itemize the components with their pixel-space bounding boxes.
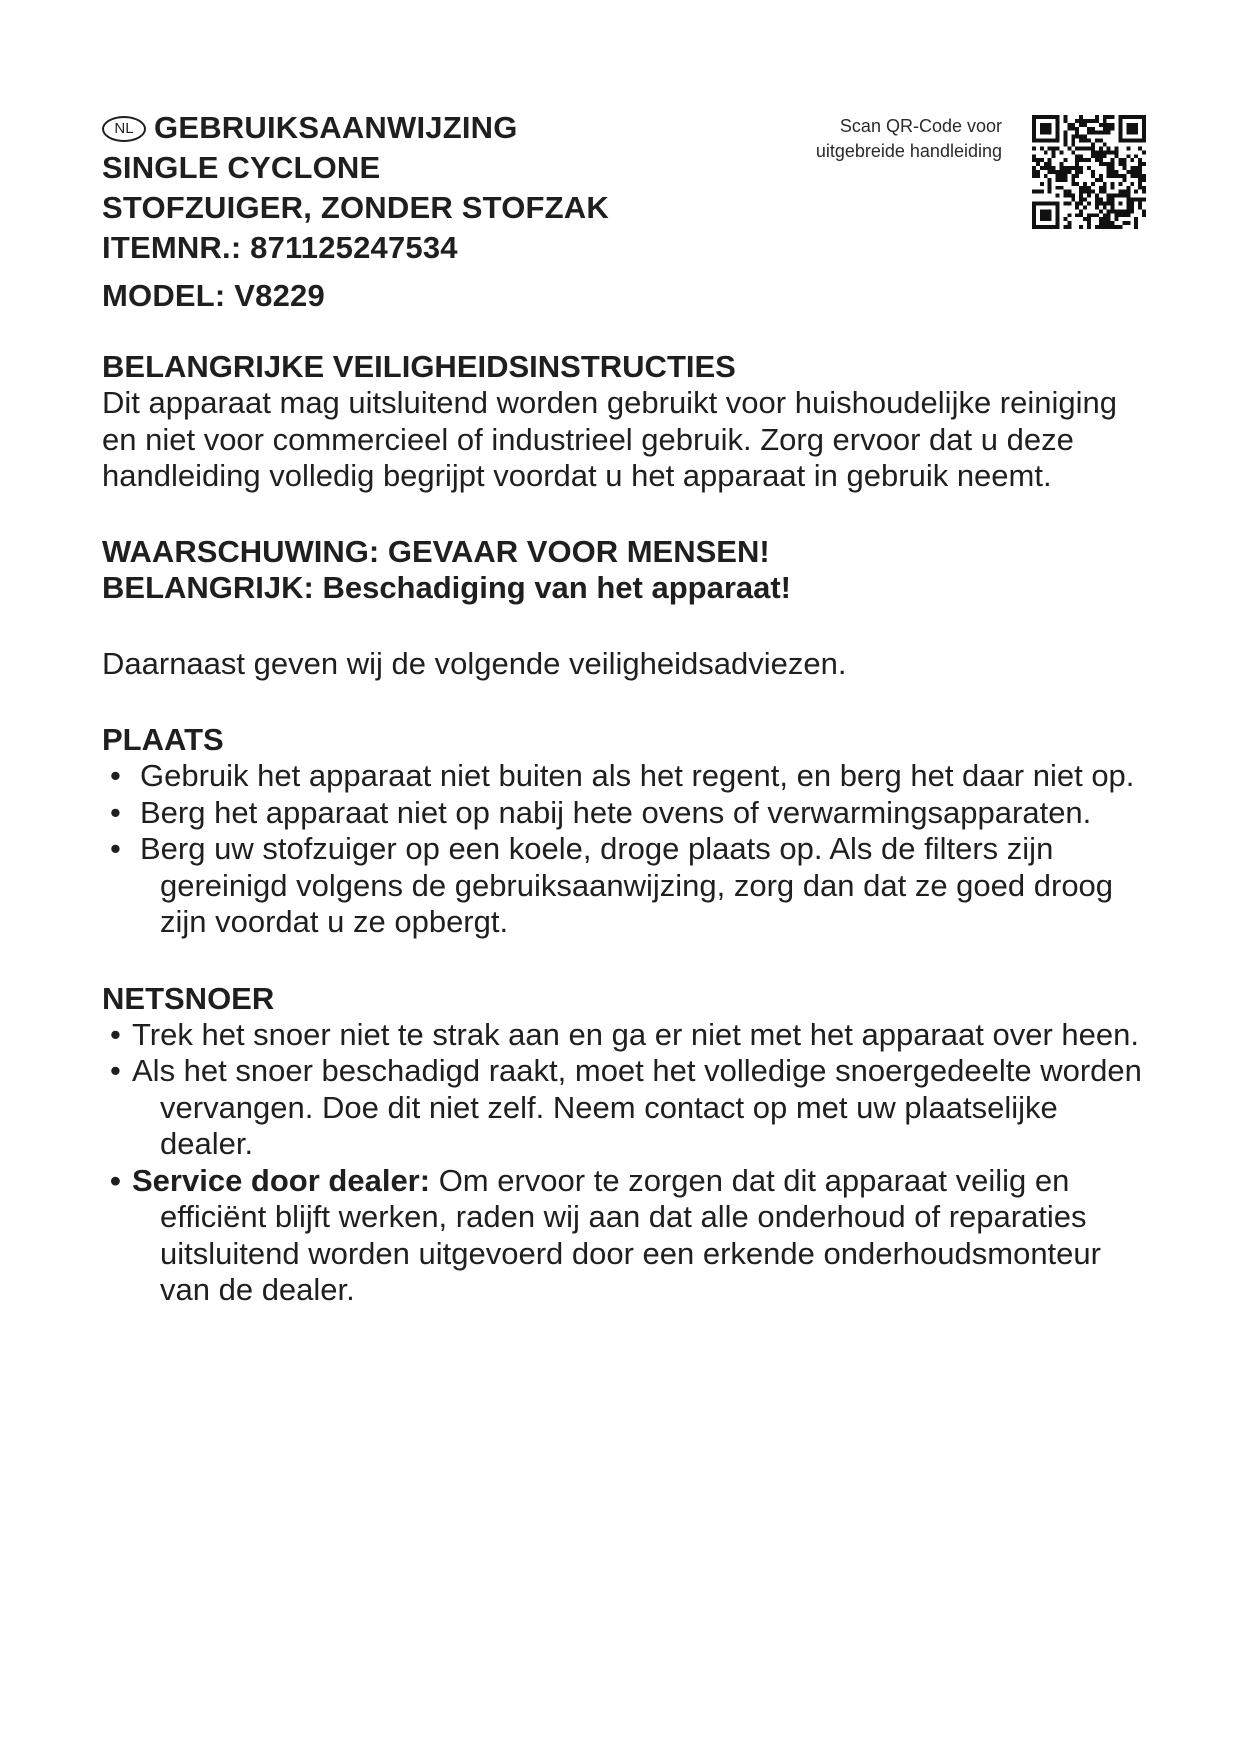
bullet-icon: •	[110, 1162, 121, 1198]
document-header	[102, 108, 742, 316]
bullet-icon: •	[110, 794, 121, 830]
netsnoer-list	[102, 1017, 1142, 1309]
qr-code-icon[interactable]	[1032, 115, 1146, 229]
warnings-section	[102, 534, 1142, 607]
list-item-text: Als het snoer beschadigd raakt, moet het volledige snoergedeelte worden vervangen. Doe dit niet zelf. Neem contact op met uw plaatselijke dealer.	[132, 1053, 1142, 1161]
product-type: STOFZUIGER, ZONDER STOFZAK	[102, 190, 609, 225]
list-item	[102, 1163, 1142, 1309]
item-number: ITEMNR.: 871125247534	[102, 230, 458, 265]
list-item-text: Trek het snoer niet te strak aan en ga er niet met het apparaat over heen.	[132, 1016, 1139, 1052]
title-line-1	[102, 108, 742, 148]
safety-title: BELANGRIJKE VEILIGHEIDSINSTRUCTIES	[102, 349, 736, 384]
manual-title: GEBRUIKSAANWIJZING	[154, 110, 518, 145]
list-item	[102, 831, 1142, 941]
plaats-section	[102, 721, 1142, 941]
warning-danger-people: WAARSCHUWING: GEVAAR VOOR MENSEN!	[102, 533, 770, 569]
safety-section	[102, 348, 1142, 495]
list-item	[102, 758, 1142, 795]
list-item	[102, 1053, 1142, 1163]
list-item-text: Berg het apparaat niet op nabij hete ovens of verwarmingsapparaten.	[140, 794, 1092, 830]
warning-damage-appliance: BELANGRIJK: Beschadiging van het apparaat!	[102, 570, 792, 605]
language-badge: NL	[102, 116, 146, 142]
list-item-text: Berg uw stofzuiger op een koele, droge plaats op. Als de filters zijn gereinigd volgens de gebruiksaanwijzing, zorg dan dat ze goed droog zijn voordat u ze opbergt.	[140, 831, 1114, 939]
service-text: Om ervoor te zorgen dat dit apparaat veilig en efficiënt blijft werken, raden wij aan dat alle onderhoud of reparaties uitsluitend worden uitgevoerd door een erkende onderhoudsmonteur van de dealer.	[160, 1162, 1101, 1307]
bullet-icon: •	[110, 1053, 121, 1088]
model-number: MODEL: V8229	[102, 278, 325, 313]
bullet-icon: •	[110, 758, 121, 793]
qr-caption-line-1: Scan QR-Code voor	[839, 116, 1002, 136]
advice-text: Daarnaast geven wij de volgende veiligheidsadviezen.	[102, 645, 847, 681]
netsnoer-section	[102, 980, 1142, 1309]
list-item	[102, 795, 1142, 832]
bullet-icon: •	[110, 1016, 121, 1052]
list-item-text: Gebruik het apparaat niet buiten als het regent, en berg het daar niet op.	[140, 758, 1135, 793]
document-body	[102, 348, 1142, 1309]
list-item	[102, 1017, 1142, 1054]
service-lead: Service door dealer:	[132, 1162, 431, 1198]
qr-caption-line-2: uitgebreide handleiding	[815, 141, 1002, 161]
safety-text: Dit apparaat mag uitsluitend worden gebruikt voor huishoudelijke reiniging en niet voor commercieel of industrieel gebruik. Zorg ervoor dat u deze handleiding volledig begrijpt voordat u het apparaat in gebruik neemt.	[102, 385, 1117, 493]
product-series: SINGLE CYCLONE	[102, 150, 381, 185]
qr-caption	[780, 114, 1002, 164]
bullet-icon: •	[110, 831, 121, 866]
plaats-list	[102, 758, 1142, 941]
plaats-title: PLAATS	[102, 722, 224, 757]
netsnoer-title: NETSNOER	[102, 980, 275, 1016]
